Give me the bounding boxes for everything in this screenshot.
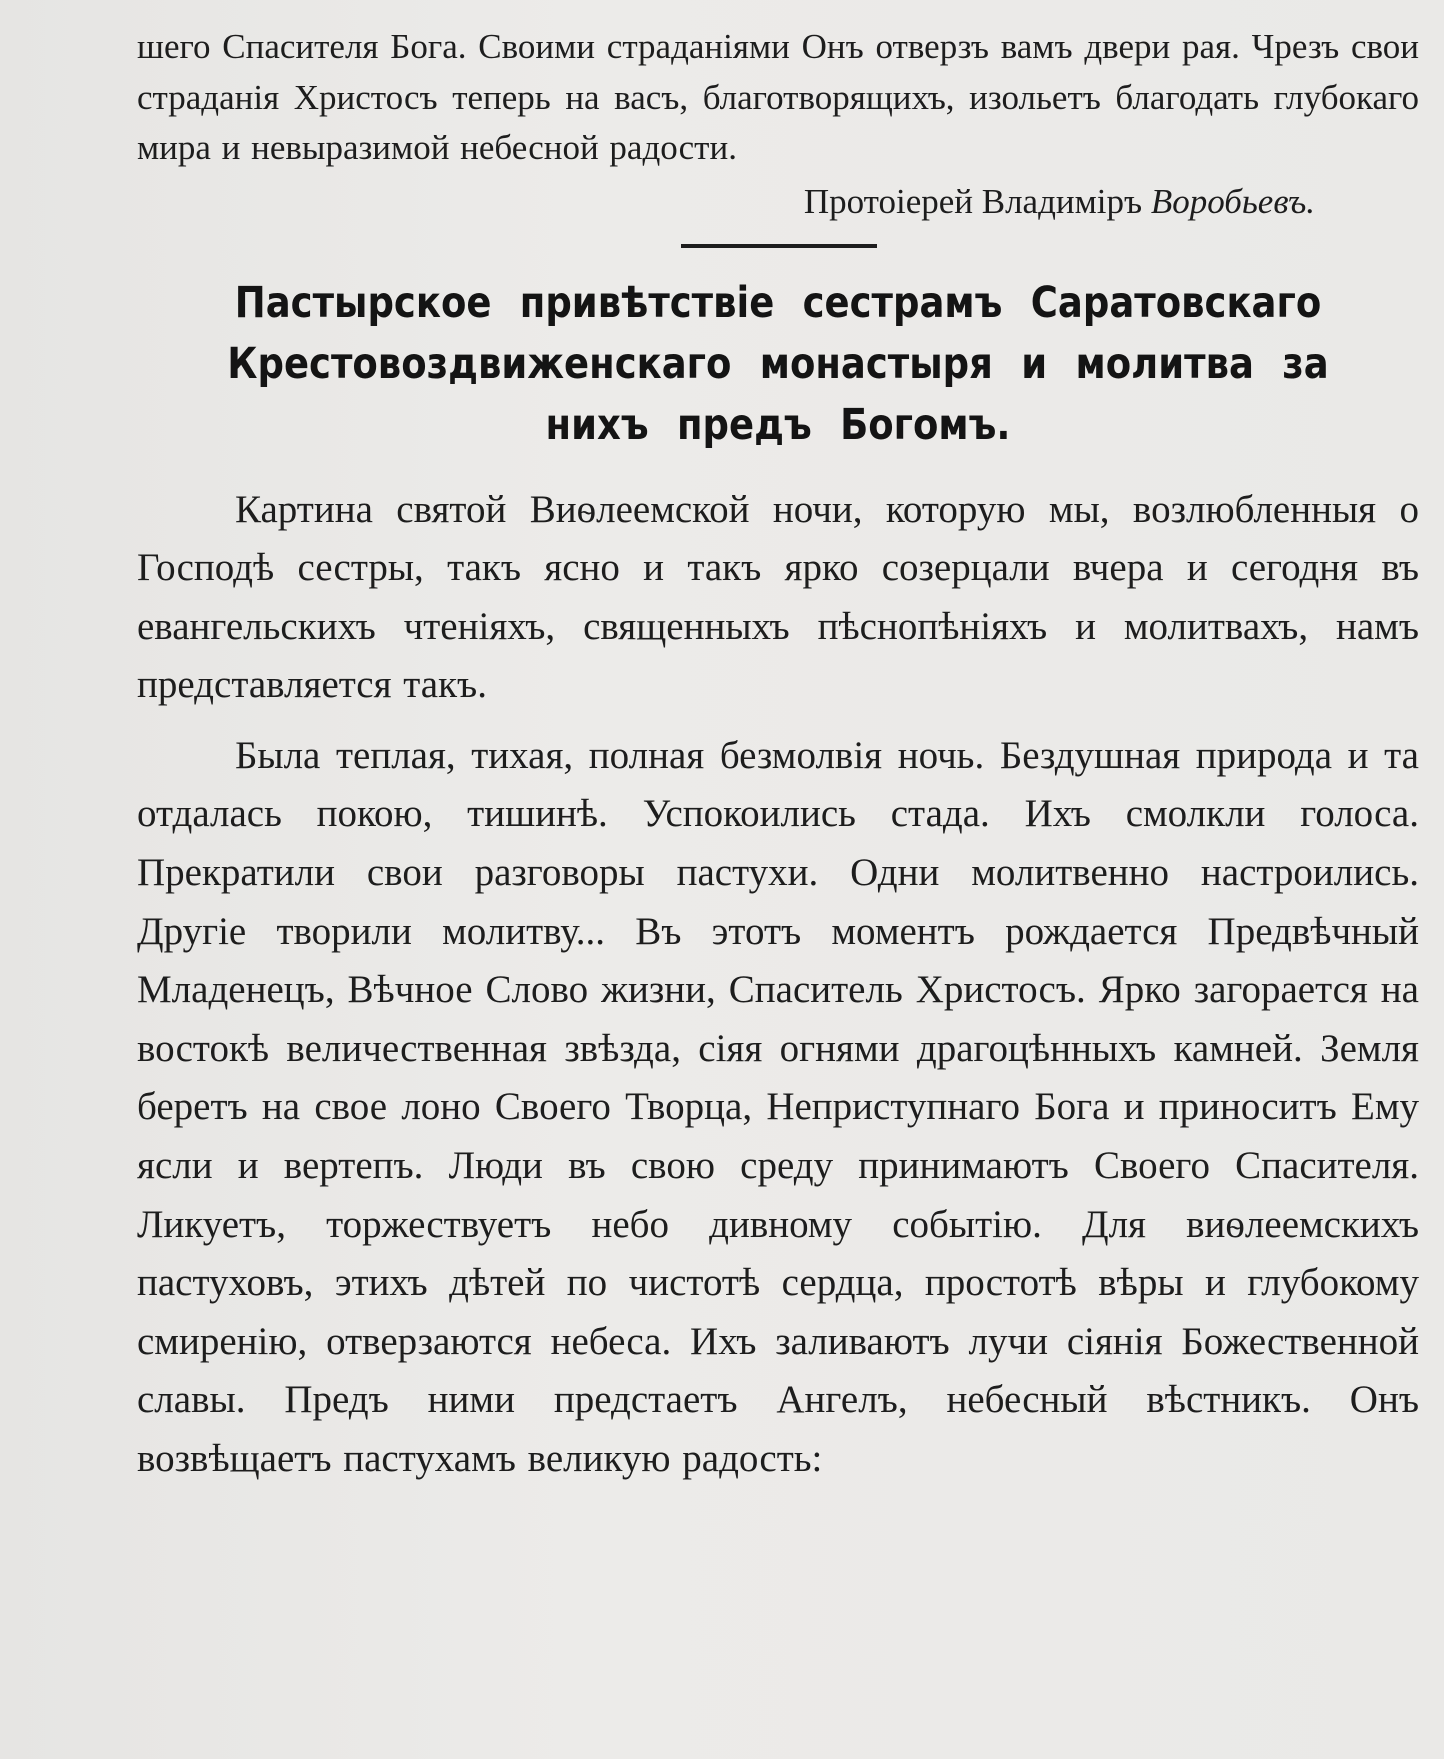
signature-title-name: Протоіерей Владиміръ xyxy=(803,181,1143,221)
body-paragraph-2: Была теплая, тихая, полная безмолвія ночь. Бездушная природа и та отдалась покою, тишинѣ. Успокоились стада. Ихъ смолкли голоса. Прекратили свои разговоры пастухи. Одни молитвенно настроились. Другіе творили молитву... Въ этотъ моментъ рождается Предвѣчный Младенецъ, Вѣчное Слово жизни, Спаситель Христосъ. Ярко загорается на востокѣ величественная звѣзда, сіяя огнями драгоцѣнныхъ камней. Земля беретъ на свое лоно Своего Творца, Неприступнаго Бога и приноситъ Ему ясли и вертепъ. Люди въ свою среду принимаютъ Своего Спасителя. Ликуетъ, торжествуетъ небо дивному событію. Для виѳлеемскихъ пастуховъ, этихъ дѣтей по чистотѣ сердца, простотѣ вѣры и глубокому смиренію, отверзаются небеса. Ихъ заливаютъ лучи сіянія Божественной славы. Предъ ними предстаетъ Ангелъ, небесный вѣстникъ. Онъ возвѣщаетъ пастухамъ великую радость: xyxy=(137,733,1419,1480)
article-heading: Пастырское привѣтствіе сестрамъ Саратовскаго Крестовоздвиженскаго монастыря и молитва за нихъ предъ Богомъ. xyxy=(227,277,1329,450)
author-signature xyxy=(137,177,1419,227)
text-column xyxy=(137,22,1419,1489)
section-divider xyxy=(681,244,877,248)
body-paragraph-1: Картина святой Виѳлеемской ночи, которую мы, возлюбленныя о Господѣ сестры, такъ ясно и такъ ярко созерцали вчера и сегодня въ евангельскихъ чтеніяхъ, священныхъ пѣснопѣніяхъ и молитвахъ, намъ представляется такъ. xyxy=(137,487,1419,707)
closing-paragraph: шего Спасителя Бога. Своими страданіями Онъ отверзъ вамъ двери рая. Чрезъ свои страданія Христосъ теперь на васъ, благотворящихъ, изольетъ благодать глубокаго мира и невыразимой небесной радости. xyxy=(137,27,1419,167)
signature-surname: Воробьевъ. xyxy=(1150,181,1315,221)
